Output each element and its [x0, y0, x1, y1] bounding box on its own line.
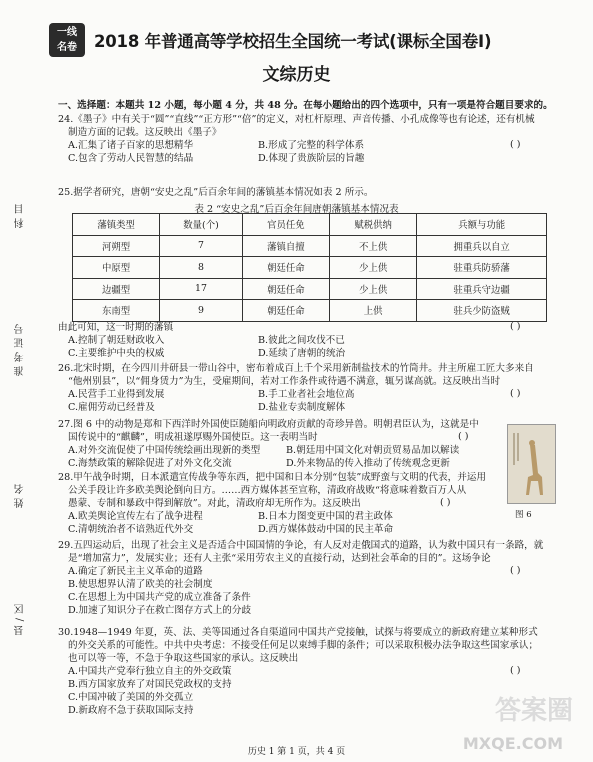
table-header-cell: 数量(个) — [160, 214, 243, 236]
table-cell: 少上供 — [330, 257, 417, 279]
table-cell: 7 — [160, 235, 243, 257]
q24-option-d: D.体现了贵族阶层的旨趣 — [258, 153, 365, 164]
q25-option-b: B.彼此之间攻伐不已 — [258, 335, 345, 346]
table-cell: 拥重兵以自立 — [417, 235, 547, 257]
q24-option-b: B.形成了完整的科学体系 — [258, 140, 365, 151]
table-cell: 中原型 — [73, 257, 160, 279]
watermark-logo: 答案圈 — [494, 696, 573, 726]
table-cell: 朝廷任命 — [242, 278, 329, 300]
q29-option-d: D.加速了知识分子在救亡图存方式上的分歧 — [68, 605, 252, 616]
q24-line2: 制造方面的记载。这反映出《墨子》 — [68, 127, 222, 138]
table-cell: 朝廷任命 — [242, 257, 329, 279]
watermark-url: MXQE.COM — [462, 734, 563, 753]
table-header-cell: 官员任免 — [242, 214, 329, 236]
q26-line2: “他州别县”，以“佣身赁力”为生，受雇期间，若对工作条件或待遇不满意，辄另谋高就。这反映出当时 — [68, 376, 501, 387]
page-footer: 历史 1 第 1 页，共 4 页 — [247, 747, 346, 757]
table-row — [73, 235, 547, 257]
side-label-subject: 科目 — [15, 200, 26, 228]
table-cell: 8 — [160, 257, 243, 279]
badge-line1: 一线 — [57, 27, 77, 38]
q26-option-b: B.手工业者社会地位高 — [258, 389, 355, 400]
q25-line2: 由此可知，这一时期的藩镇 — [58, 322, 174, 333]
table-cell: 东南型 — [73, 300, 160, 322]
table-row — [73, 257, 547, 279]
q30-line1: 30.1948—1949 年夏，英、法、美等国通过各自渠道同中国共产党接触，试探与将要成立的新政府建立某种形式 — [58, 627, 538, 638]
table-row — [73, 278, 547, 300]
q28-line2: 公关手段让许多欧美舆论倒向日方。……西方媒体甚至宣称，清政府战败“将意味着数百万人从 — [68, 485, 467, 496]
q30-option-c: C.中国冲破了美国的外交孤立 — [68, 692, 194, 703]
q27-option-c: C.海禁政策的解除促进了对外文化交流 — [68, 458, 232, 469]
q29-option-c: C.在思想上为中国共产党的成立准备了条件 — [68, 592, 251, 603]
table-cell: 驻重兵守边疆 — [417, 278, 547, 300]
table-cell: 朝廷任命 — [242, 300, 329, 322]
q24-option-c: C.包含了劳动人民智慧的结晶 — [68, 153, 194, 164]
table-cell: 河朔型 — [73, 235, 160, 257]
q30-line3: 也可以等一等，不急于争取这些国家的承认。这反映出 — [68, 653, 299, 664]
q28-option-c: C.清朝统治者不谙熟近代外交 — [68, 524, 194, 535]
q30-option-d: D.新政府不急于获取国际支持 — [68, 705, 194, 716]
q30-option-b: B.西方国家放弃了对国民党政权的支持 — [68, 679, 232, 690]
side-label-name: 姓名 — [15, 480, 26, 508]
subject-title: 文综历史 — [262, 65, 331, 85]
q27-line2: 国传说中的“麒麟”，明成祖遂厚赐外国使臣。这一表明当时 — [68, 432, 318, 443]
q26-option-a: A.民营手工业得到发展 — [68, 389, 165, 400]
q28-answer-paren: ( ) — [440, 497, 451, 508]
table-cell: 17 — [160, 278, 243, 300]
figure-6-giraffe — [507, 424, 556, 504]
q29-option-b: B.使思想界认清了欧美的社会制度 — [68, 579, 213, 590]
table-header-row — [73, 214, 547, 236]
table-cell: 不上供 — [330, 235, 417, 257]
table-header-cell: 兵额与功能 — [417, 214, 547, 236]
table-cell: 藩镇自擅 — [242, 235, 329, 257]
table-row — [73, 300, 547, 322]
q24-line1: 24.《墨子》中有关于“圆”“直线”“正方形”“倍”的定义，对杠杆原理、声音传播、小孔成像等也有论述，还有机械 — [58, 114, 535, 125]
q26-option-c: C.雇佣劳动已经普及 — [68, 402, 155, 413]
q24-option-a: A.汇集了诸子百家的思想精华 — [68, 140, 194, 151]
q27-option-b: B.朝廷用中国文化对朝贡贸易品加以解读 — [286, 445, 460, 456]
q27-line1: 27.图 6 中的动物是郑和下西洋时外国使臣随船向明政府贡献的奇珍异兽。明朝君臣认为，这就是中 — [58, 419, 479, 430]
side-label-county: 县/区 — [15, 600, 26, 636]
fanzhen-table — [72, 213, 547, 322]
q30-answer-paren: ( ) — [510, 665, 521, 676]
q29-line1: 29.五四运动后，出现了社会主义是否适合中国国情的争论，有人反对走俄国式的道路，认为救中国只有一条路，就 — [58, 540, 544, 551]
q25-line1: 25.据学者研究，唐朝“安史之乱”后百余年间的藩镇基本情况如表 2 所示。 — [58, 187, 374, 198]
q28-option-a: A.欧美舆论宣传左右了战争进程 — [68, 511, 203, 522]
giraffe-illustration — [508, 425, 555, 503]
q30-line2: 的外交关系的可能性。中共中央考虑：不接受任何足以束缚手脚的条件；可以采取积极办法争取这些国家承认； — [68, 640, 539, 651]
q24-answer-paren: ( ) — [510, 139, 521, 150]
table-header-cell: 赋税供纳 — [330, 214, 417, 236]
table-cell: 上供 — [330, 300, 417, 322]
q28-option-b: B.日本力图变更中国的君主政体 — [258, 511, 393, 522]
q25-option-d: D.延续了唐朝的统治 — [258, 348, 346, 359]
table-header-cell: 藩镇类型 — [73, 214, 160, 236]
table-cell: 9 — [160, 300, 243, 322]
brand-badge — [49, 23, 85, 57]
badge-line2: 名卷 — [57, 42, 77, 53]
section-header: 一、选择题：本题共 12 小题，每小题 4 分，共 48 分。在每小题给出的四个选项中，只有一项是符合题目要求的。 — [58, 100, 553, 111]
q27-option-d: D.外来物品的传入推动了传统观念更新 — [286, 458, 450, 469]
q30-option-a: A.中国共产党奉行独立自主的外交政策 — [68, 666, 232, 677]
q25-option-c: C.主要维护中央的权威 — [68, 348, 165, 359]
table-cell: 边疆型 — [73, 278, 160, 300]
q26-option-d: D.盐业专卖制度解体 — [258, 402, 346, 413]
q28-line1: 28.甲午战争时期，日本派遣宣传战争等东西，把中国和日本分别“包装”成野蛮与文明的代表，并运用 — [58, 472, 487, 483]
q25-option-a: A.控制了朝廷财政收入 — [68, 335, 165, 346]
exam-title: 2018 年普通高等学校招生全国统一考试(课标全国卷Ⅰ) — [94, 32, 492, 51]
q25-answer-paren: ( ) — [510, 321, 521, 332]
q26-answer-paren: ( ) — [510, 388, 521, 399]
table-cell: 少上供 — [330, 278, 417, 300]
side-label-exam-number: 准考证号 — [15, 320, 26, 376]
table-caption: 表 2 “安史之乱”后百余年间唐朝藩镇基本情况表 — [194, 204, 399, 215]
q27-option-a: A.对外交流促使了中国传统绘画出现新的类型 — [68, 445, 261, 456]
q26-line1: 26.北宋时期，在今四川井研县一带山谷中，密布着成百上千个采用新制盐技术的竹筒井。井主所雇工匠大多来自 — [58, 363, 534, 374]
table-cell: 驻兵少防盗贼 — [417, 300, 547, 322]
table-cell: 驻重兵防骄藩 — [417, 257, 547, 279]
q29-answer-paren: ( ) — [510, 565, 521, 576]
q28-line3: 愚蒙、专制和暴政中得到解放”。对此，清政府却无所作为。这反映出 — [68, 498, 361, 509]
q27-answer-paren: ( ) — [458, 431, 469, 442]
q28-option-d: D.西方媒体鼓动中国的民主革命 — [258, 524, 394, 535]
figure-6-caption: 图 6 — [515, 510, 532, 520]
q29-line2: 是“增加富力”，发展实业；还有人主张“采用劳农主义的直接行动，达到社会革命的目的”。这场争论 — [68, 553, 491, 564]
q29-option-a: A.确定了新民主主义革命的道路 — [68, 566, 203, 577]
